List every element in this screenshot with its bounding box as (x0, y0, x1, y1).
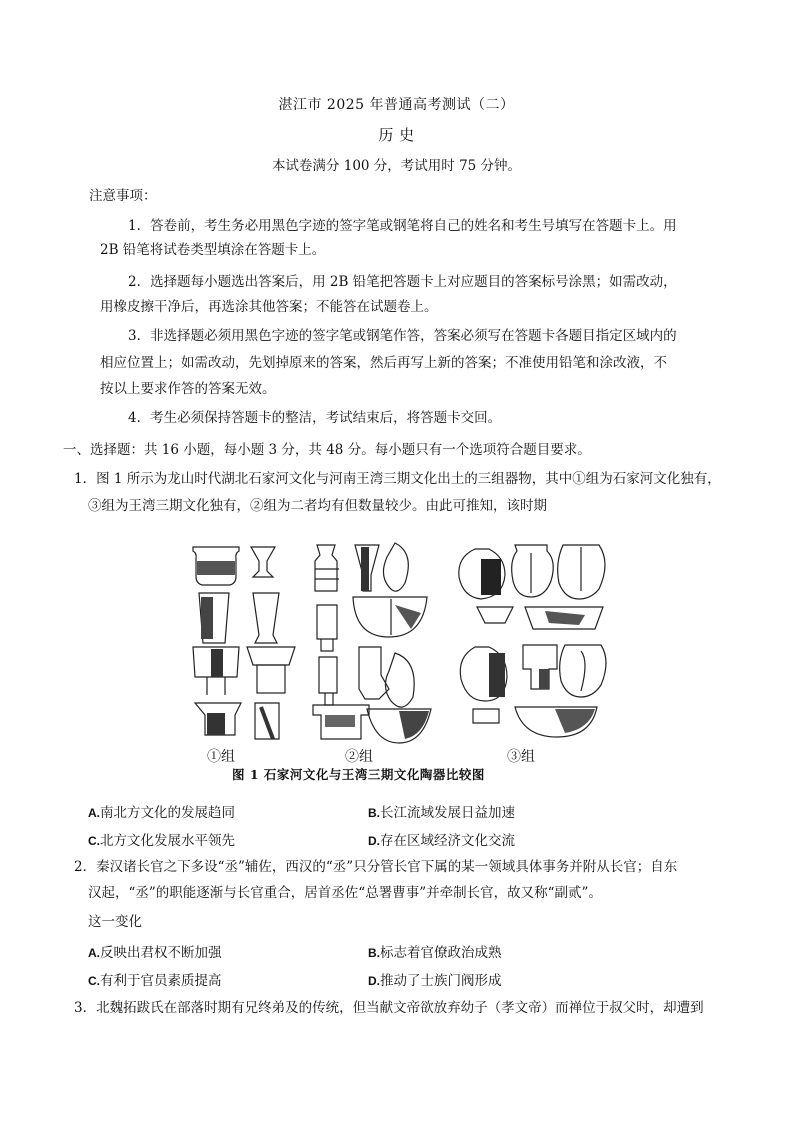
option-text: 有利于官员素质提高 (100, 973, 222, 989)
notice-item-2-line-1: 2．选择题每小题选出答案后，用 2B 铅笔把答题卡上对应题目的答案标号涂黑；如需改动， (128, 274, 677, 290)
q1-option-d[interactable] (368, 829, 515, 849)
option-letter: B. (368, 806, 380, 820)
q1-option-a[interactable] (88, 801, 235, 821)
notice-item-4: 4．考生必须保持答题卡的整洁，考试结束后，将答题卡交回。 (128, 410, 502, 426)
q2-option-a[interactable] (88, 941, 222, 961)
option-letter: C. (88, 834, 100, 848)
q1-option-b[interactable] (368, 801, 515, 821)
q2-option-d[interactable] (368, 969, 502, 989)
group-2-vessels (313, 543, 431, 743)
group-1-label: ①组 (207, 749, 235, 765)
option-letter: A. (88, 806, 100, 820)
q3-stem-line-1: 3．北魏拓跋氏在部落时期有兄终弟及的传统，但当献文帝欲放弃幼子（孝文帝）而禅位于叔父时，却遭到 (74, 1000, 704, 1016)
option-text: 长江流域发展日益加速 (380, 805, 515, 821)
notice-heading: 注意事项： (89, 188, 157, 204)
group-1-vessels (193, 547, 295, 739)
q1-stem-line-1: 1．图 1 所示为龙山时代湖北石家河文化与河南王湾三期文化出土的三组器物，其中①组为石家河文化独有， (74, 471, 721, 487)
exam-info: 本试卷满分 100 分，考试用时 75 分钟。 (271, 158, 522, 174)
notice-item-3-line-1: 3．非选择题必须用黑色字迹的签字笔或钢笔作答，答案必须写在答题卡各题目指定区域内的 (128, 328, 677, 344)
option-letter: D. (368, 974, 380, 988)
notice-item-1-line-1: 1．答卷前，考生务必用黑色字迹的签字笔或钢笔将自己的姓名和考生号填写在答题卡上。用 (128, 218, 677, 234)
q1-option-c[interactable] (88, 829, 235, 849)
notice-item-3-line-3: 按以上要求作答的答案无效。 (100, 381, 276, 397)
subject-title: 历 史 (378, 126, 415, 144)
pottery-comparison-figure (185, 535, 615, 785)
option-text: 存在区域经济文化交流 (380, 833, 515, 849)
option-text: 北方文化发展水平领先 (100, 833, 235, 849)
section-heading: 一、选择题：共 16 小题，每小题 3 分，共 48 分。每小题只有一个选项符合题目要求。 (63, 442, 591, 458)
group-2-label: ②组 (345, 749, 373, 765)
q2-option-c[interactable] (88, 969, 222, 989)
option-text: 标志着官僚政治成熟 (380, 945, 502, 961)
option-letter: B. (368, 946, 380, 960)
q1-stem-line-2: ③组为王湾三期文化独有，②组为二者均有但数量较少。由此可推知，该时期 (88, 498, 547, 514)
q2-stem-line-2: 汉起，“丞”的职能逐渐与长官重合，居首丞佐“总署曹事”并牵制长官，故又称“副贰”。 (88, 885, 602, 901)
q2-option-b[interactable] (368, 941, 502, 961)
option-text: 南北方文化的发展趋同 (100, 805, 235, 821)
exam-title: 湛江市 2025 年普通高考测试（二） (278, 97, 515, 113)
q2-stem-line-1: 2．秦汉诸长官之下多设“丞”辅佐，西汉的“丞”只分管长官下属的某一领域具体事务并附从长官；自东 (74, 859, 678, 875)
option-letter: A. (88, 946, 100, 960)
option-text: 反映出君权不断加强 (100, 945, 222, 961)
notice-item-2-line-2: 用橡皮擦干净后，再选涂其他答案；不能答在试题卷上。 (100, 299, 438, 315)
option-letter: C. (88, 974, 100, 988)
option-letter: D. (368, 834, 380, 848)
notice-item-3-line-2: 相应位置上；如需改动，先划掉原来的答案，然后再写上新的答案；不准使用铅笔和涂改液，不 (100, 355, 667, 371)
group-3-label: ③组 (507, 749, 535, 765)
option-text: 推动了士族门阀形成 (380, 973, 502, 989)
figure-caption: 图 1 石家河文化与王湾三期文化陶器比较图 (232, 767, 485, 782)
pottery-drawings (185, 535, 615, 785)
notice-item-1-line-2: 2B 铅笔将试卷类型填涂在答题卡上。 (100, 242, 326, 258)
q2-stem-line-3: 这一变化 (88, 914, 142, 930)
group-3-vessels (459, 545, 606, 737)
